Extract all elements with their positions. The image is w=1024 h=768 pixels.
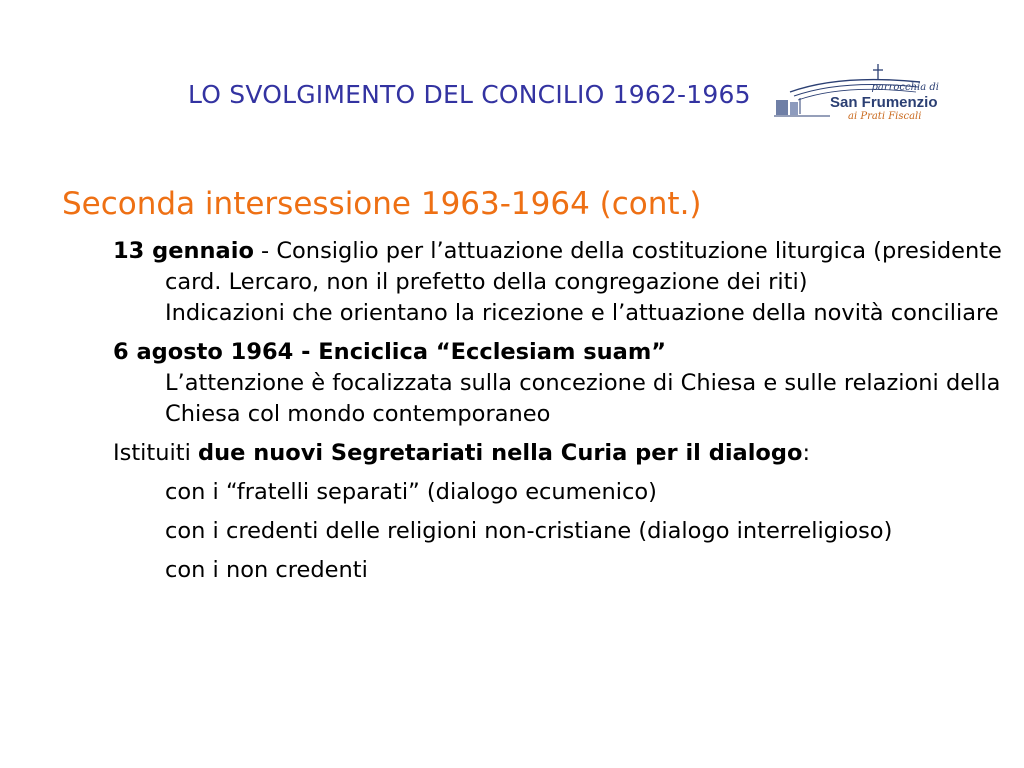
list-item — [0, 438, 1024, 469]
list-item — [0, 337, 1024, 368]
logo-line-parish: parrocchia di — [871, 82, 939, 93]
logo-line-name: San Frumenzio — [830, 94, 938, 111]
list-item — [0, 236, 1024, 298]
item-highlight: due nuovi Segretariati nella Curia per il dialogo — [198, 440, 803, 466]
item-text: - Consiglio per l’attuazione della costituzione liturgica (presidente card. Lercaro, non il prefetto della congregazione dei riti) — [165, 238, 1002, 295]
item-suffix: : — [802, 440, 811, 466]
sub-list-item: con i credenti delle religioni non-cristiane (dialogo interreligioso) — [165, 518, 893, 544]
sub-list-item: con i non credenti — [165, 557, 368, 583]
slide-title: LO SVOLGIMENTO DEL CONCILIO 1962-1965 — [188, 80, 751, 109]
section-heading: Seconda intersessione 1963-1964 (cont.) — [62, 186, 702, 222]
item-detail: L’attenzione è focalizzata sulla concezione di Chiesa e sulle relazioni della Chiesa col mondo contemporaneo — [165, 370, 1001, 427]
sub-list-item: con i “fratelli separati” (dialogo ecumenico) — [165, 479, 657, 505]
parish-logo — [770, 60, 945, 132]
item-date: 6 agosto 1964 - Enciclica “Ecclesiam suam” — [113, 339, 667, 365]
item-detail: Indicazioni che orientano la ricezione e l’attuazione della novità conciliare — [165, 300, 999, 326]
slide-body — [0, 236, 1024, 594]
logo-line-place: ai Prati Fiscali — [848, 111, 922, 122]
item-date: 13 gennaio — [113, 238, 254, 264]
item-prefix: Istituiti — [113, 440, 198, 466]
